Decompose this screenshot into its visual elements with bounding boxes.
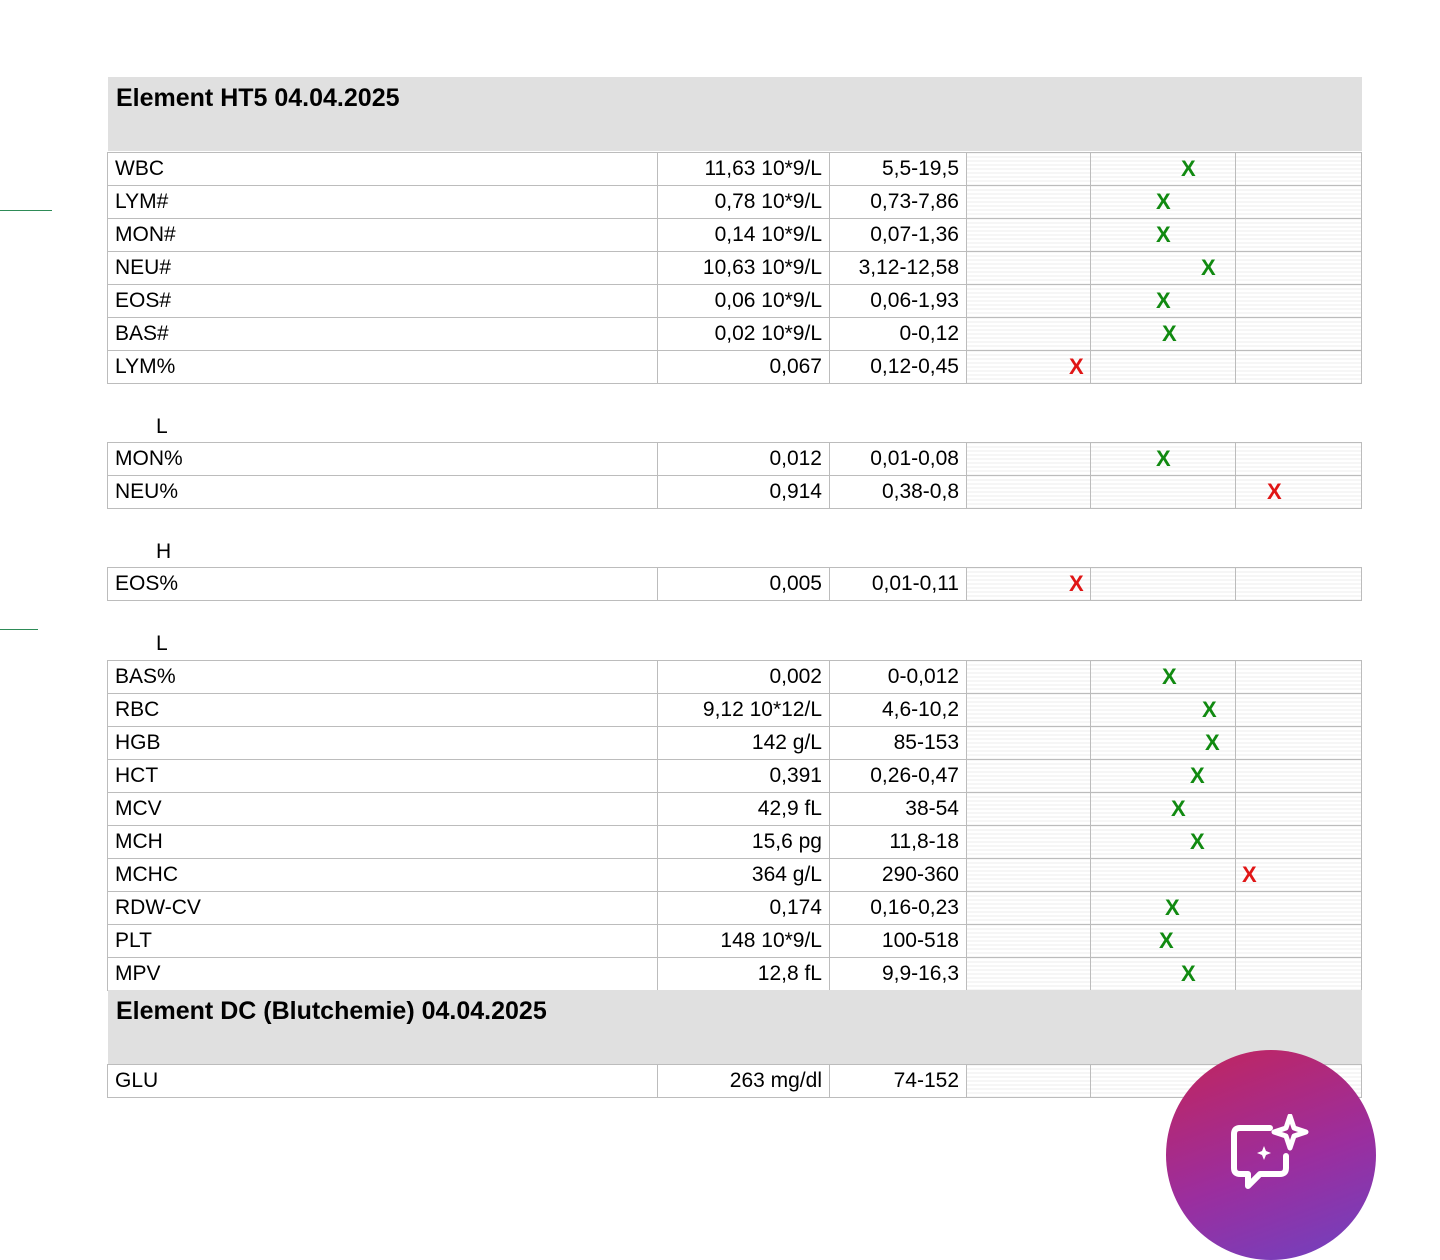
table-row <box>108 793 1362 826</box>
status-cell-low <box>967 694 1091 727</box>
param-value: 0,012 <box>658 443 830 476</box>
table-row <box>108 443 1362 476</box>
status-cell-high <box>1236 351 1362 384</box>
reference-range: 3,12-12,58 <box>830 252 967 285</box>
table-row <box>108 661 1362 694</box>
status-cell-low <box>967 476 1091 509</box>
param-value: 263 mg/dl <box>658 1065 830 1098</box>
table-row <box>108 760 1362 793</box>
status-cell-high <box>1236 186 1362 219</box>
param-name: NEU# <box>108 252 658 285</box>
status-cell-high <box>1236 694 1362 727</box>
param-name: RBC <box>108 694 658 727</box>
status-cell-low <box>967 760 1091 793</box>
status-cell-high <box>1236 285 1362 318</box>
status-cell-norm <box>1091 186 1236 219</box>
status-mark: X <box>1156 222 1171 247</box>
table-row <box>108 476 1362 509</box>
table-row <box>108 318 1362 351</box>
status-cell-high <box>1236 727 1362 760</box>
status-mark: X <box>1156 189 1171 214</box>
status-mark: X <box>1159 928 1174 953</box>
reference-range: 0,06-1,93 <box>830 285 967 318</box>
reference-range: 0,73-7,86 <box>830 186 967 219</box>
status-cell-norm <box>1091 153 1236 186</box>
param-name: EOS% <box>108 568 658 601</box>
status-cell-norm <box>1091 219 1236 252</box>
assistant-button[interactable] <box>1166 1050 1376 1260</box>
section-header-ht5 <box>108 77 1362 151</box>
status-cell-norm <box>1091 351 1236 384</box>
table-row <box>108 153 1362 186</box>
status-cell-low <box>967 925 1091 958</box>
param-name: GLU <box>108 1065 658 1098</box>
status-mark: X <box>1156 288 1171 313</box>
param-value: 42,9 fL <box>658 793 830 826</box>
status-mark: X <box>1171 796 1186 821</box>
status-cell-low <box>967 1065 1091 1098</box>
status-cell-low <box>967 153 1091 186</box>
param-name: HGB <box>108 727 658 760</box>
status-mark: X <box>1267 479 1282 504</box>
status-cell-high <box>1236 760 1362 793</box>
flag-label: L <box>156 632 168 655</box>
side-divider <box>0 629 38 630</box>
status-cell-low <box>967 285 1091 318</box>
status-cell-low <box>967 443 1091 476</box>
param-value: 11,63 10*9/L <box>658 153 830 186</box>
table-row <box>108 252 1362 285</box>
status-cell-low <box>967 318 1091 351</box>
param-name: LYM% <box>108 351 658 384</box>
table-row <box>108 285 1362 318</box>
status-mark: X <box>1181 961 1196 986</box>
status-cell-high <box>1236 476 1362 509</box>
status-cell-norm <box>1091 892 1236 925</box>
reference-range: 100-518 <box>830 925 967 958</box>
param-value: 10,63 10*9/L <box>658 252 830 285</box>
status-cell-low <box>967 859 1091 892</box>
status-cell-low <box>967 186 1091 219</box>
table-row <box>108 1065 1362 1098</box>
param-name: MCHC <box>108 859 658 892</box>
table-row <box>108 925 1362 958</box>
param-name: MCV <box>108 793 658 826</box>
param-value: 148 10*9/L <box>658 925 830 958</box>
param-value: 142 g/L <box>658 727 830 760</box>
status-mark: X <box>1069 354 1084 379</box>
status-mark: X <box>1181 156 1196 181</box>
status-mark: X <box>1069 571 1084 596</box>
param-name: NEU% <box>108 476 658 509</box>
reference-range: 0,12-0,45 <box>830 351 967 384</box>
status-cell-low <box>967 793 1091 826</box>
param-value: 0,06 10*9/L <box>658 285 830 318</box>
table-row <box>108 694 1362 727</box>
param-value: 0,02 10*9/L <box>658 318 830 351</box>
table-row <box>108 727 1362 760</box>
flag-label: L <box>156 415 168 438</box>
status-cell-high <box>1236 443 1362 476</box>
status-cell-high <box>1236 318 1362 351</box>
status-mark: X <box>1162 321 1177 346</box>
status-cell-low <box>967 892 1091 925</box>
results-table <box>107 1064 1362 1098</box>
status-cell-low <box>967 661 1091 694</box>
reference-range: 11,8-18 <box>830 826 967 859</box>
status-cell-high <box>1236 568 1362 601</box>
reference-range: 0,01-0,08 <box>830 443 967 476</box>
status-mark: X <box>1162 664 1177 689</box>
param-name: MON# <box>108 219 658 252</box>
results-table <box>107 660 1362 991</box>
status-cell-norm <box>1091 859 1236 892</box>
table-row <box>108 186 1362 219</box>
reference-range: 0,16-0,23 <box>830 892 967 925</box>
param-value: 0,005 <box>658 568 830 601</box>
status-cell-high <box>1236 925 1362 958</box>
status-cell-high <box>1236 892 1362 925</box>
table-row <box>108 826 1362 859</box>
param-value: 364 g/L <box>658 859 830 892</box>
reference-range: 0,26-0,47 <box>830 760 967 793</box>
status-cell-low <box>967 727 1091 760</box>
section-title: Element DC (Blutchemie) 04.04.2025 <box>116 997 547 1025</box>
status-cell-low <box>967 826 1091 859</box>
results-table <box>107 442 1362 509</box>
status-cell-high <box>1236 958 1362 991</box>
status-mark: X <box>1165 895 1180 920</box>
param-value: 0,391 <box>658 760 830 793</box>
table-row <box>108 219 1362 252</box>
reference-range: 4,6-10,2 <box>830 694 967 727</box>
status-cell-high <box>1236 793 1362 826</box>
param-name: HCT <box>108 760 658 793</box>
results-table <box>107 567 1362 601</box>
param-name: BAS# <box>108 318 658 351</box>
param-name: MCH <box>108 826 658 859</box>
param-value: 0,002 <box>658 661 830 694</box>
flag-label: H <box>156 540 172 563</box>
reference-range: 85-153 <box>830 727 967 760</box>
sparkle-chat-icon <box>1230 1114 1312 1196</box>
status-mark: X <box>1205 730 1220 755</box>
status-cell-norm <box>1091 661 1236 694</box>
status-mark: X <box>1202 697 1217 722</box>
reference-range: 38-54 <box>830 793 967 826</box>
reference-range: 0,38-0,8 <box>830 476 967 509</box>
status-mark: X <box>1201 255 1216 280</box>
status-cell-norm <box>1091 760 1236 793</box>
status-cell-norm <box>1091 443 1236 476</box>
reference-range: 9,9-16,3 <box>830 958 967 991</box>
param-value: 9,12 10*12/L <box>658 694 830 727</box>
table-row <box>108 568 1362 601</box>
table-row <box>108 351 1362 384</box>
reference-range: 5,5-19,5 <box>830 153 967 186</box>
status-cell-norm <box>1091 925 1236 958</box>
reference-range: 0,07-1,36 <box>830 219 967 252</box>
results-table <box>107 152 1362 384</box>
reference-range: 290-360 <box>830 859 967 892</box>
status-cell-low <box>967 351 1091 384</box>
param-name: PLT <box>108 925 658 958</box>
param-name: BAS% <box>108 661 658 694</box>
param-name: RDW-CV <box>108 892 658 925</box>
table-row <box>108 958 1362 991</box>
param-value: 15,6 pg <box>658 826 830 859</box>
param-value: 0,14 10*9/L <box>658 219 830 252</box>
side-divider <box>0 210 52 211</box>
reference-range: 74-152 <box>830 1065 967 1098</box>
status-cell-norm <box>1091 252 1236 285</box>
status-cell-norm <box>1091 826 1236 859</box>
status-cell-norm <box>1091 476 1236 509</box>
table-row <box>108 892 1362 925</box>
param-name: MON% <box>108 443 658 476</box>
status-cell-norm <box>1091 318 1236 351</box>
param-name: WBC <box>108 153 658 186</box>
status-cell-high <box>1236 153 1362 186</box>
status-cell-high <box>1236 219 1362 252</box>
status-cell-norm <box>1091 793 1236 826</box>
status-cell-norm <box>1091 958 1236 991</box>
reference-range: 0-0,012 <box>830 661 967 694</box>
section-header-dc <box>108 990 1362 1064</box>
status-cell-norm <box>1091 568 1236 601</box>
param-value: 0,174 <box>658 892 830 925</box>
status-cell-high <box>1236 661 1362 694</box>
status-cell-norm <box>1091 285 1236 318</box>
status-cell-high <box>1236 859 1362 892</box>
status-mark: X <box>1242 862 1257 887</box>
param-name: EOS# <box>108 285 658 318</box>
status-mark: X <box>1190 763 1205 788</box>
param-name: LYM# <box>108 186 658 219</box>
status-cell-norm <box>1091 727 1236 760</box>
status-cell-norm <box>1091 694 1236 727</box>
status-cell-low <box>967 252 1091 285</box>
status-mark: X <box>1190 829 1205 854</box>
param-name: MPV <box>108 958 658 991</box>
status-cell-high <box>1236 252 1362 285</box>
section-title: Element HT5 04.04.2025 <box>116 84 400 112</box>
param-value: 12,8 fL <box>658 958 830 991</box>
param-value: 0,914 <box>658 476 830 509</box>
param-value: 0,78 10*9/L <box>658 186 830 219</box>
status-cell-high <box>1236 826 1362 859</box>
status-mark: X <box>1156 446 1171 471</box>
reference-range: 0-0,12 <box>830 318 967 351</box>
param-value: 0,067 <box>658 351 830 384</box>
status-cell-low <box>967 568 1091 601</box>
reference-range: 0,01-0,11 <box>830 568 967 601</box>
table-row <box>108 859 1362 892</box>
status-cell-low <box>967 958 1091 991</box>
status-cell-low <box>967 219 1091 252</box>
